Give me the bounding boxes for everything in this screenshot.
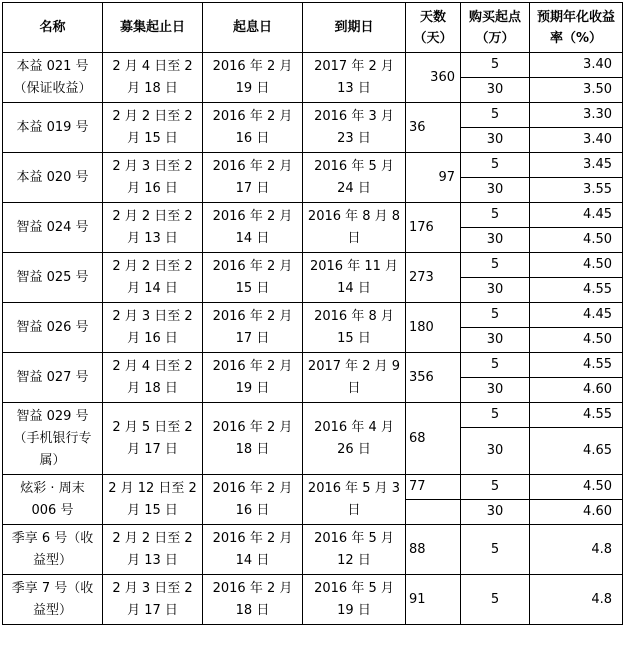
- yield-rate: 3.40: [530, 128, 623, 153]
- maturity-date: 2016 年 4 月 26 日: [303, 403, 406, 475]
- header-value-date: 起息日: [203, 3, 303, 53]
- yield-rate: 4.50: [530, 328, 623, 353]
- table-row: [3, 53, 623, 78]
- value-date: 2016 年 2 月 16 日: [203, 103, 303, 153]
- header-raise-period: 募集起止日: [103, 3, 203, 53]
- product-name: 智益 025 号: [3, 253, 103, 303]
- product-name: 本益 019 号: [3, 103, 103, 153]
- yield-rate: 4.8: [530, 575, 623, 625]
- min-buy: 5: [461, 403, 530, 428]
- header-row: [3, 3, 623, 53]
- yield-rate: 3.40: [530, 53, 623, 78]
- header-min-buy: 购买起点（万）: [461, 3, 530, 53]
- days: 273: [406, 253, 461, 303]
- min-buy: 30: [461, 328, 530, 353]
- product-name: 本益 021 号（保证收益）: [3, 53, 103, 103]
- min-buy: 5: [461, 253, 530, 278]
- raise-period: 2 月 5 日至 2 月 17 日: [103, 403, 203, 475]
- value-date: 2016 年 2 月 17 日: [203, 303, 303, 353]
- maturity-date: 2016 年 5 月 24 日: [303, 153, 406, 203]
- raise-period: 2 月 12 日至 2 月 15 日: [103, 475, 203, 525]
- maturity-date: 2016 年 3 月 23 日: [303, 103, 406, 153]
- raise-period: 2 月 2 日至 2 月 13 日: [103, 203, 203, 253]
- yield-rate: 3.30: [530, 103, 623, 128]
- wealth-products-table: [2, 2, 623, 625]
- yield-rate: 4.60: [530, 378, 623, 403]
- product-name: 智益 026 号: [3, 303, 103, 353]
- raise-period: 2 月 3 日至 2 月 16 日: [103, 303, 203, 353]
- table-row: [3, 153, 623, 178]
- product-name: 本益 020 号: [3, 153, 103, 203]
- raise-period: 2 月 3 日至 2 月 17 日: [103, 575, 203, 625]
- maturity-date: 2016 年 11 月 14 日: [303, 253, 406, 303]
- value-date: 2016 年 2 月 17 日: [203, 153, 303, 203]
- days: 77: [406, 475, 461, 500]
- table-row: [3, 253, 623, 278]
- min-buy: 30: [461, 228, 530, 253]
- product-name: 智益 027 号: [3, 353, 103, 403]
- maturity-date: 2016 年 5 月 19 日: [303, 575, 406, 625]
- days: 360: [406, 53, 461, 103]
- days: 91: [406, 575, 461, 625]
- value-date: 2016 年 2 月 18 日: [203, 403, 303, 475]
- maturity-date: 2017 年 2 月 13 日: [303, 53, 406, 103]
- min-buy: 5: [461, 203, 530, 228]
- value-date: 2016 年 2 月 19 日: [203, 353, 303, 403]
- maturity-date: 2016 年 8 月 15 日: [303, 303, 406, 353]
- min-buy: 30: [461, 178, 530, 203]
- table-row: [3, 575, 623, 625]
- days: 356: [406, 353, 461, 403]
- value-date: 2016 年 2 月 15 日: [203, 253, 303, 303]
- value-date: 2016 年 2 月 14 日: [203, 203, 303, 253]
- header-name: 名称: [3, 3, 103, 53]
- value-date: 2016 年 2 月 16 日: [203, 475, 303, 525]
- min-buy: 30: [461, 500, 530, 525]
- maturity-date: 2017 年 2 月 9 日: [303, 353, 406, 403]
- min-buy: 30: [461, 78, 530, 103]
- value-date: 2016 年 2 月 19 日: [203, 53, 303, 103]
- raise-period: 2 月 3 日至 2 月 16 日: [103, 153, 203, 203]
- yield-rate: 4.45: [530, 303, 623, 328]
- yield-rate: 3.45: [530, 153, 623, 178]
- header-yield: 预期年化收益率（%）: [530, 3, 623, 53]
- min-buy: 5: [461, 475, 530, 500]
- table-row: [3, 353, 623, 378]
- days: 176: [406, 203, 461, 253]
- yield-rate: 4.50: [530, 253, 623, 278]
- yield-rate: 4.55: [530, 353, 623, 378]
- min-buy: 5: [461, 153, 530, 178]
- table-row: [3, 203, 623, 228]
- product-name: 季享 6 号（收益型）: [3, 525, 103, 575]
- yield-rate: 4.45: [530, 203, 623, 228]
- maturity-date: 2016 年 8 月 8 日: [303, 203, 406, 253]
- maturity-date: 2016 年 5 月 3 日: [303, 475, 406, 525]
- table-row: [3, 403, 623, 428]
- yield-rate: 4.50: [530, 228, 623, 253]
- days: 180: [406, 303, 461, 353]
- table-row: [3, 475, 623, 500]
- yield-rate: 4.50: [530, 475, 623, 500]
- product-name: 炫彩 · 周末 006 号: [3, 475, 103, 525]
- value-date: 2016 年 2 月 18 日: [203, 575, 303, 625]
- yield-rate: 4.8: [530, 525, 623, 575]
- raise-period: 2 月 2 日至 2 月 13 日: [103, 525, 203, 575]
- raise-period: 2 月 4 日至 2 月 18 日: [103, 53, 203, 103]
- table-row: [3, 103, 623, 128]
- days-empty: [406, 500, 461, 525]
- min-buy: 5: [461, 525, 530, 575]
- days: 97: [406, 153, 461, 203]
- product-name: 智益 029 号（手机银行专属）: [3, 403, 103, 475]
- yield-rate: 4.55: [530, 278, 623, 303]
- days: 68: [406, 403, 461, 475]
- maturity-date: 2016 年 5 月 12 日: [303, 525, 406, 575]
- table-row: [3, 525, 623, 575]
- min-buy: 5: [461, 303, 530, 328]
- yield-rate: 4.60: [530, 500, 623, 525]
- raise-period: 2 月 4 日至 2 月 18 日: [103, 353, 203, 403]
- min-buy: 5: [461, 353, 530, 378]
- min-buy: 5: [461, 53, 530, 78]
- min-buy: 30: [461, 428, 530, 475]
- header-maturity: 到期日: [303, 3, 406, 53]
- days: 36: [406, 103, 461, 153]
- raise-period: 2 月 2 日至 2 月 15 日: [103, 103, 203, 153]
- min-buy: 5: [461, 575, 530, 625]
- yield-rate: 3.50: [530, 78, 623, 103]
- raise-period: 2 月 2 日至 2 月 14 日: [103, 253, 203, 303]
- days: 88: [406, 525, 461, 575]
- value-date: 2016 年 2 月 14 日: [203, 525, 303, 575]
- yield-rate: 4.55: [530, 403, 623, 428]
- min-buy: 30: [461, 378, 530, 403]
- yield-rate: 4.65: [530, 428, 623, 475]
- product-name: 智益 024 号: [3, 203, 103, 253]
- min-buy: 5: [461, 103, 530, 128]
- header-days: 天数（天）: [406, 3, 461, 53]
- min-buy: 30: [461, 128, 530, 153]
- yield-rate: 3.55: [530, 178, 623, 203]
- product-name: 季享 7 号（收益型）: [3, 575, 103, 625]
- min-buy: 30: [461, 278, 530, 303]
- table-row: [3, 303, 623, 328]
